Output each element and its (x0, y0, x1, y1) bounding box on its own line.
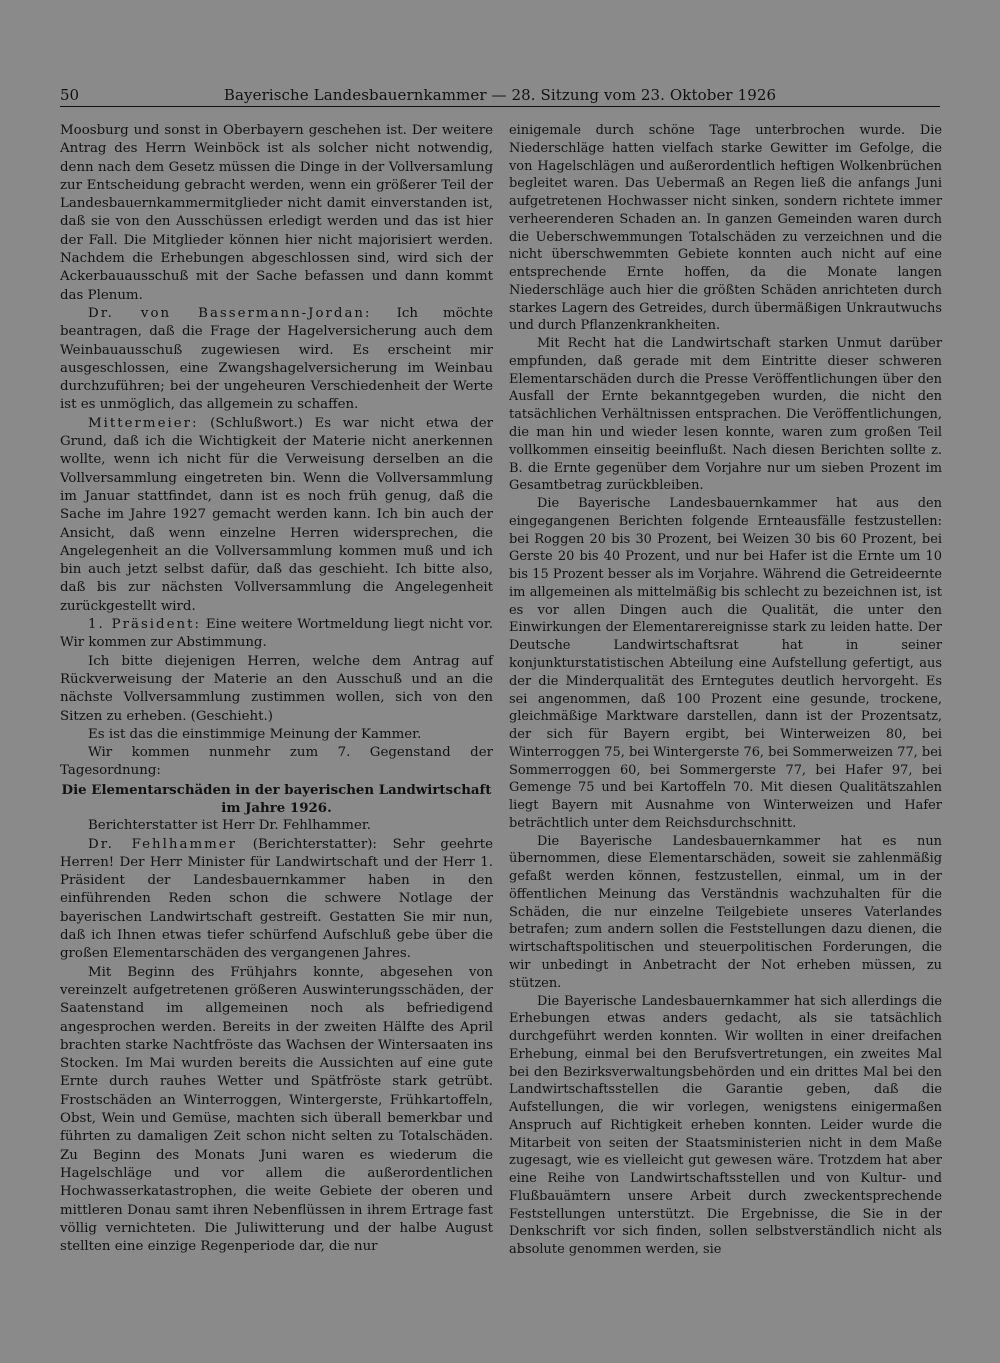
paragraph: Wir kommen nunmehr zum 7. Gegenstand der Tagesordnung: (60, 745, 493, 779)
paragraph: Die Bayerische Landesbauernkammer hat sich allerdings die Erhebungen etwas anders gedacht, als sie tatsächlich durchgeführt werden konnten. Wir wollten in einer dreifachen Erhebung, einmal bei den Berufsvertretungen, ein zweites Mal bei den Bezirksverwaltungsbehörden und ein drittes Mal bei den Landwirtschaftsstellen die Garantie geben, daß die Aufstellungen, die wir vorlegen, wenigstens einigermaßen Anspruch auf Richtigkeit erheben konnten. Leider wurde die Mitarbeit von seiten der Staatsministerien nicht in dem Maße zugesagt, wie es vielleicht gut gewesen wäre. Trotzdem hat aber eine Reihe von Landwirtschaftsstellen und von Kultur- und Flußbauämtern unsere Arbeit durch zweckentsprechende Feststellungen unterstützt. Die Ergebnisse, die Sie in der Denkschrift vor sich finden, sollen selbstverständlich nicht als absolute genommen werden, sie (509, 993, 942, 1258)
paragraph: Es ist das die einstimmige Meinung der Kammer. (88, 726, 422, 742)
paragraph: Moosburg und sonst in Oberbayern geschehen ist. Der weitere Antrag des Herrn Weinböck ist als solcher nicht notwendig, denn nach dem Gesetz müssen die Dinge in der Vollversamlung zur Entscheidung gebracht werden, wenn ein größerer Teil der Landesbauernkammermitglieder nicht damit einverstanden ist, daß sie von den Ausschüssen erledigt werden und das ist hier der Fall. Die Mitglieder können hier nicht majorisiert werden. Nachdem die Erhebungen abgeschlossen sind, wird sich der Ackerbauausschuß mit der Sache befassen und dann kommt das Plenum. (60, 123, 493, 303)
speech-paragraph (60, 415, 493, 616)
speaker-name: Dr. von Bassermann-Jordan: (88, 305, 372, 321)
right-column (509, 122, 942, 1259)
page-number: 50 (60, 86, 80, 104)
paragraph: Mit Beginn des Frühjahrs konnte, abgesehen von vereinzelt aufgetretenen größeren Auswinterungsschäden, der Saatenstand im allgemeinen noch als befriedigend angesprochen werden. Bereits in der zweiten Hälfte des April brachten starke Nachtfröste das Wachsen der Wintersaaten ins Stocken. Im Mai wurden bereits die Aussichten auf eine gute Ernte durch rauhes Wetter und Spätfröste stark getrübt. Frostschäden an Winterroggen, Wintergerste, Frühkartoffeln, Obst, Wein und Gemüse, machten sich überall bemerkbar und führten zu damaligen Zeit schon nicht selten zu Totalschäden. Zu Beginn des Monats Juni waren es wiederum die Hagelschläge und vor allem die außerordentlichen Hochwasserkatastrophen, die weite Gebiete der oberen und mittleren Donau samt ihren Nebenflüssen in ihrem Ertrage fast völlig vernichteten. Die Juliwitterung und der halbe August stellten eine einzige Regenperiode dar, die nur (60, 964, 493, 1255)
paragraph: Die Bayerische Landesbauernkammer hat aus den eingegangenen Berichten folgende Ernteausfälle festzustellen: bei Roggen 20 bis 30 Prozent, bei Weizen 30 bis 60 Prozent, bei Gerste 20 bis 40 Prozent, und nur bei Hafer ist die Ernte um 10 bis 15 Prozent besser als im Vorjahre. Während die Getreideernte im allgemeinen als mittelmäßig bis schlecht zu bezeichnen ist, ist es vor allen Dingen auch die Qualität, die unter den Einwirkungen der Elementarereignisse stark zu leiden hatte. Der Deutsche Landwirtschaftsrat hat in seiner konjunkturstatistischen Abteilung eine Aufstellung gefertigt, aus der die Minderqualität des Erntegutes deutlich hervorgeht. Es sei angenommen, daß 100 Prozent eine gesunde, trockene, gleichmäßige Marktware darstellen, dann ist der Prozentsatz, der sich für Bayern ergibt, bei Winterweizen 80, bei Winterroggen 75, bei Wintergerste 76, bei Sommerweizen 77, bei Sommerroggen 60, bei Sommergerste 77, bei Hafer 97, bei Gemenge 75 und bei Kartoffeln 70. Mit diesen Qualitätszahlen liegt Bayern mit Ausnahme von Winterweizen und Hafer beträchtlich unter dem Reichsdurchschnitt. (509, 496, 942, 831)
speech-paragraph (60, 836, 493, 964)
speaker-name: Dr. Fehlhammer (88, 836, 238, 852)
speech-text: (Schlußwort.) Es war nicht etwa der Grund, daß ich die Wichtigkeit der Materie nicht anerkennen wollte, wenn ich nicht für die Verweisung derselben an die Vollversammlung eingetreten bin. Wenn die Vollversammlung im Januar stattfindet, dann ist es noch früh genug, daß die Sache im Jahre 1927 gemacht werden kann. Ich bin auch der Ansicht, daß wenn einzelne Herren widersprechen, die Angelegenheit an die Vollversammlung kommen muß und ich bin auch jetzt selbst dafür, daß das geschieht. Ich bitte also, daß bis zur nächsten Vollversammlung die Angelegenheit zurückgestellt wird. (60, 415, 493, 614)
speaker-name: Mittermeier: (88, 415, 199, 431)
paragraph: einigemale durch schöne Tage unterbrochen wurde. Die Niederschläge hatten vielfach starke Gewitter im Gefolge, die von Hagelschlägen und außerordentlich heftigen Wolkenbrüchen begleitet waren. Das Uebermaß an Regen ließ die anfangs Juni aufgetretenen Hochwasser nicht sinken, sondern richtete immer verheerenderen Schaden an. In ganzen Gemeinden waren durch die Ueberschwemmungen Totalschäden zu verzeichnen und die nicht überschwemmten Gebiete konnten auch nicht auf eine entsprechende Ernte hoffen, da die Monate langen Niederschläge auch hier die größten Schäden anrichteten durch starkes Lagern des Getreides, durch übermäßigen Unkrautwuchs und durch Pflanzenkrankheiten. (509, 123, 942, 334)
paragraph: Berichterstatter ist Herr Dr. Fehlhammer. (88, 818, 371, 834)
left-column (60, 122, 493, 1256)
speech-text: (Berichterstatter): Sehr geehrte Herren! Der Herr Minister für Landwirtschaft und der Herr 1. Präsident der Landesbauernkammer haben in den einführenden Reden schon die schwere Notlage der bayerischen Landwirtschaft gestreift. Gestatten Sie mir nun, daß ich Ihnen etwas tiefer schürfend Aufschluß gebe über die großen Elementarschäden des vergangenen Jahres. (60, 836, 493, 962)
paragraph: Die Bayerische Landesbauernkammer hat es nun übernommen, diese Elementarschäden, soweit sie zahlenmäßig gefaßt werden können, festzustellen, einmal, um in der öffentlichen Meinung das Verständnis wachzuhalten für die Schäden, die nur einzelne Teilgebiete unseres Vaterlandes betrafen; zum andern sollen die Feststellungen dazu dienen, die wirtschaftspolitischen und steuerpolitischen Forderungen, die wir unbedingt in Anbetracht der Not erheben müssen, zu stützen. (509, 833, 942, 991)
speaker-name: 1. Präsident: (88, 617, 201, 633)
section-heading: Die Elementarschäden in der bayerischen Landwirtschaft im Jahre 1926. (61, 781, 492, 816)
speech-paragraph (60, 305, 493, 415)
page-header (60, 80, 940, 110)
speech-text: Ich möchte beantragen, daß die Frage der Hagelversicherung auch dem Weinbauausschuß zugewiesen wird. Es erscheint mir ausgeschlossen, eine Zwangshagelversicherung im Weinbau durchzuführen; bei der ungeheuren Verschiedenheit der Werte ist es unmöglich, das allgemein zu schaffen. (60, 305, 493, 413)
header-rule (60, 106, 940, 107)
running-head: Bayerische Landesbauernkammer — 28. Sitzung vom 23. Oktober 1926 (223, 86, 777, 104)
speech-paragraph (60, 616, 493, 653)
paragraph: Ich bitte diejenigen Herren, welche dem Antrag auf Rückverweisung der Materie an den Ausschuß und an die nächste Vollversammlung zustimmen wollen, sich von den Sitzen zu erheben. (Geschieht.) (60, 653, 493, 724)
speech-text: Eine weitere Wortmeldung liegt nicht vor. Wir kommen zur Abstimmung. (60, 617, 493, 651)
paragraph: Mit Recht hat die Landwirtschaft starken Unmut darüber empfunden, daß gerade mit dem Eintritte dieser schweren Elementarschäden durch die Presse Veröffentlichungen über den Ausfall der Ernte bekanntgegeben wurden, die nicht den tatsächlichen Verhältnissen entsprachen. Die Veröffentlichungen, die man hin und wieder lesen konnte, waren zum großen Teil vollkommen einseitig beeinflußt. Nach diesen Berichten sollte z. B. die Ernte gegenüber dem Vorjahre nur um sieben Prozent im Gesamtbetrag zurückbleiben. (509, 336, 942, 494)
